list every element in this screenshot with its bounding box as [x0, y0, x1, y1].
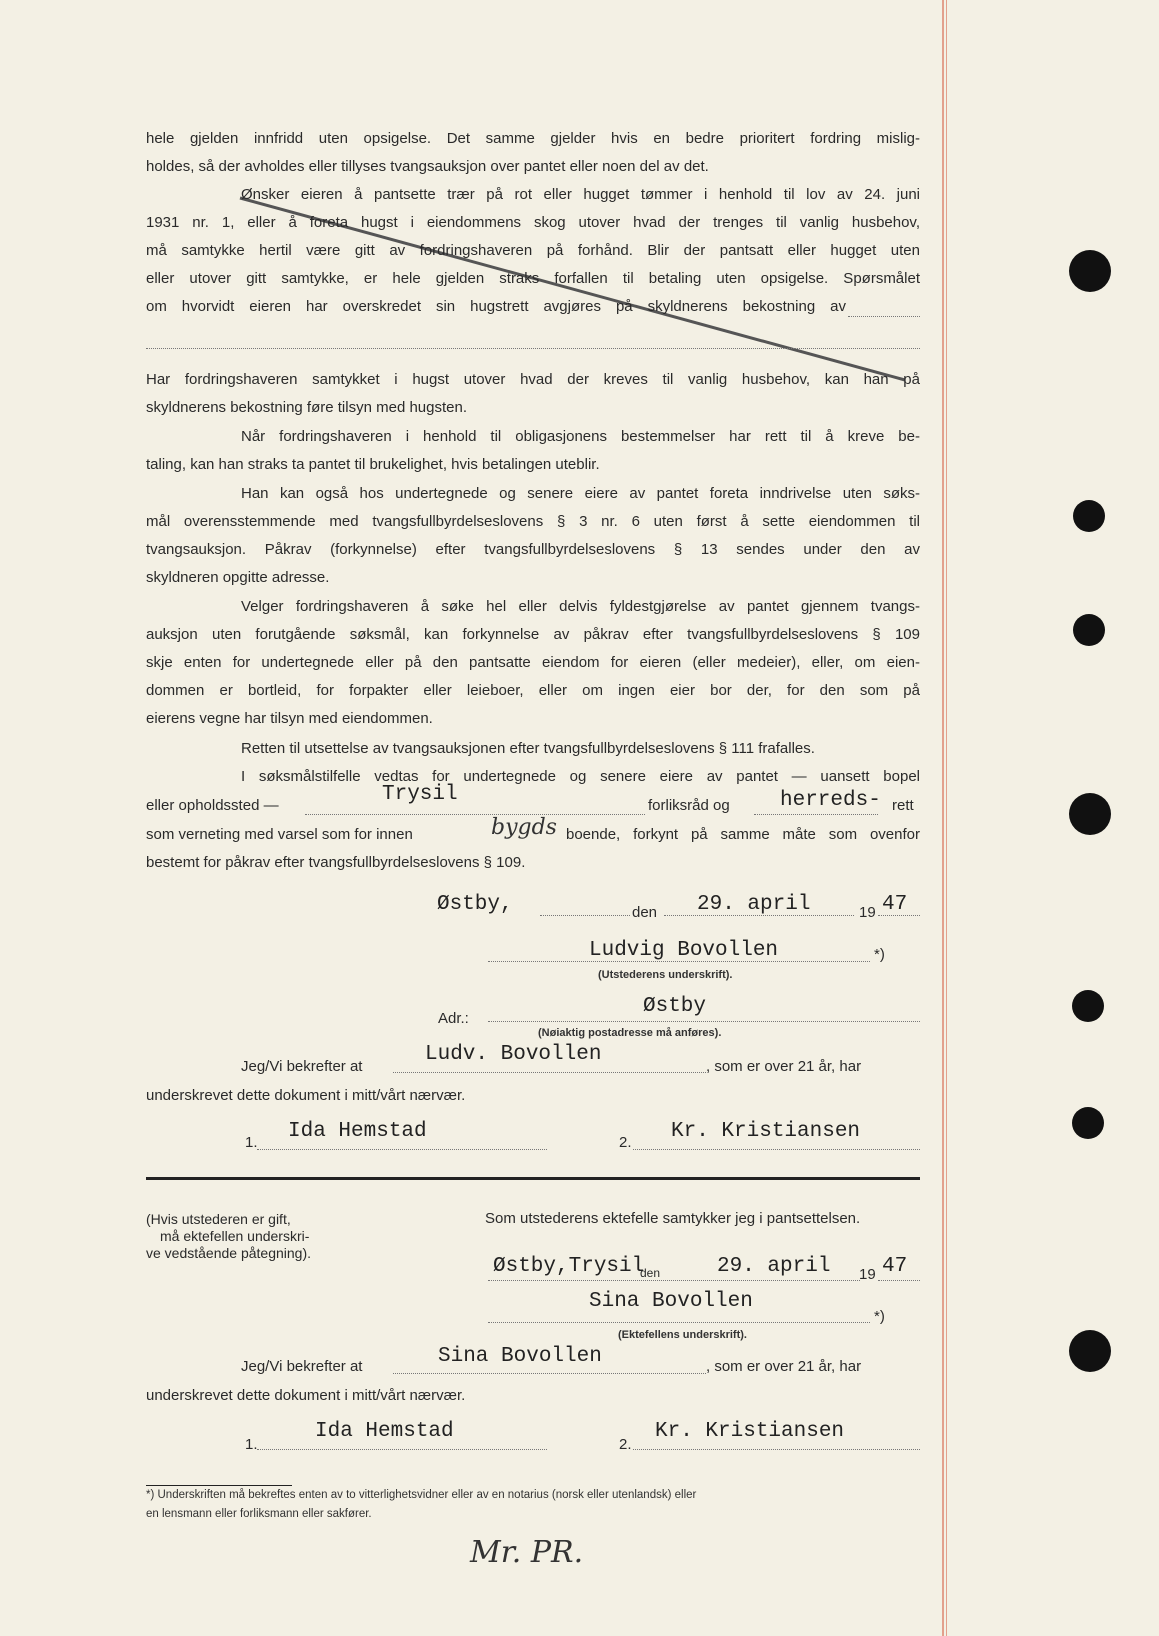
footnote-line: en lensmann eller forliksmann eller sakfører. — [146, 1508, 372, 1520]
spouse-witnessed-signer: Sina Bovollen — [438, 1345, 602, 1368]
bygds-handwritten: bygds — [491, 815, 557, 840]
body-line: 1931 nr. 1, eller å foreta hugst i eiendommens skog utover hvad der trenges til vanlig husbehov, — [146, 214, 920, 231]
body-line: må samtykke hertil være gitt av fordringshaveren på forhånd. Blir der pantsatt eller hugget uten — [146, 242, 920, 259]
body-line: som verneting med varsel som for innen — [146, 826, 413, 843]
blank-line — [146, 348, 920, 349]
blank-line — [305, 814, 645, 815]
body-line: eller opholdssted — — [146, 797, 279, 814]
body-line: dommen er bortleid, for forpakter eller leieboer, eller om ingen eier bor der, for den som på — [146, 682, 920, 699]
blank-line — [878, 1280, 920, 1281]
body-line: holdes, så der avholdes eller tillyses tvangsauksjon over pantet eller noen del av det. — [146, 158, 709, 175]
witness-number: 1. — [245, 1134, 258, 1151]
body-line: hele gjelden innfridd uten opsigelse. Det samme gjelder hvis en bedre prioritert fordring mislig- — [146, 130, 920, 147]
witness1-value: Ida Hemstad — [288, 1120, 427, 1143]
witness-line — [257, 1449, 547, 1450]
confirm-text: underskrevet dette dokument i mitt/vårt nærvær. — [146, 1387, 466, 1404]
spouse-witness2: Kr. Kristiansen — [655, 1420, 845, 1443]
body-line: boende, forkynt på samme måte som ovenfor — [566, 826, 920, 843]
witness-line — [633, 1149, 920, 1150]
spouse-den: den — [640, 1266, 661, 1280]
body-line: forliksråd og — [648, 797, 730, 814]
body-line: Har fordringshaveren samtykket i hugst utover hvad der kreves til vanlig husbehov, kan han på — [146, 371, 920, 388]
blank-line — [393, 1072, 706, 1073]
address-value: Østby — [643, 995, 707, 1018]
spouse-year: 47 — [882, 1255, 908, 1278]
year-prefix: 19 — [859, 904, 876, 921]
section-divider — [146, 1177, 920, 1180]
witness2-value: Kr. Kristiansen — [671, 1120, 861, 1143]
witness-number: 1. — [245, 1436, 258, 1453]
asterisk: *) — [874, 1308, 885, 1325]
body-line: Når fordringshaveren i henhold til obligasjonens bestemmelser har rett til å kreve be- — [241, 428, 920, 445]
address-line — [488, 1021, 920, 1022]
body-line: taling, kan han straks ta pantet til brukelighet, hvis betalingen uteblir. — [146, 456, 600, 473]
body-line: Retten til utsettelse av tvangsauksjonen efter tvangsfullbyrdelseslovens § 111 frafalles. — [241, 740, 815, 757]
forliksrad-value: Trysil — [382, 783, 458, 806]
postal-caption: (Nøiaktig postadresse må anføres). — [538, 1027, 722, 1039]
asterisk: *) — [874, 946, 885, 963]
body-line: tvangsauksjon. Påkrav (forkynnelse) efter tvangsfullbyrdelseslovens § 13 sendes under den av — [146, 541, 920, 558]
footnote-rule — [146, 1485, 292, 1486]
court-value: herreds- — [780, 789, 881, 812]
body-line: Han kan også hos undertegnede og senere eiere av pantet foreta inndrivelse uten søks- — [241, 485, 920, 502]
date-value: 29. april — [697, 893, 811, 916]
signature-caption: (Utstederens underskrift). — [598, 969, 733, 981]
body-line: rett — [892, 797, 914, 814]
body-line: skyldnerens bekostning føre tilsyn med hugsten. — [146, 399, 467, 416]
body-line: om hvorvidt eieren har overskredet sin hugstrett avgjøres på skyldnerens bekostning av — [146, 298, 846, 315]
body-line: eller utover gitt samtykke, er hele gjelden straks forfallen til betaling uten opsigelse. Spørsmålet — [146, 270, 920, 287]
year-value: 47 — [882, 893, 908, 916]
body-line: mål overensstemmende med tvangsfullbyrdelseslovens § 3 nr. 6 uten først å sette eiendommen til — [146, 513, 920, 530]
blank-line — [754, 814, 878, 815]
body-line: skyldneren opgitte adresse. — [146, 569, 330, 586]
body-line: eierens vegne har tilsyn med eiendommen. — [146, 710, 433, 727]
confirm-text: Jeg/Vi bekrefter at — [241, 1358, 363, 1375]
spouse-signer: Sina Bovollen — [589, 1290, 753, 1313]
witnessed-signer: Ludv. Bovollen — [425, 1043, 602, 1066]
confirm-text: , som er over 21 år, har — [706, 1358, 862, 1375]
body-line: Ønsker eieren å pantsette trær på rot eller hugget tømmer i henhold til lov av 24. juni — [241, 186, 920, 203]
confirm-text: , som er over 21 år, har — [706, 1058, 862, 1075]
adr-label: Adr.: — [438, 1010, 469, 1027]
witness-line — [257, 1149, 547, 1150]
spouse-note: må ektefellen underskri- — [160, 1228, 310, 1244]
spouse-note: (Hvis utstederen er gift, — [146, 1211, 291, 1227]
body-line: I søksmålstilfelle vedtas for undertegnede og senere eiere av pantet — uansett bopel — [241, 768, 920, 785]
body-line: bestemt for påkrav efter tvangsfullbyrdelseslovens § 109. — [146, 854, 526, 871]
spouse-consent: Som utstederens ektefelle samtykker jeg i pantsettelsen. — [485, 1210, 861, 1227]
body-line: Velger fordringshaveren å søke hel eller delvis fyldestgjørelse av pantet gjennem tvangs- — [241, 598, 920, 615]
blank-line — [540, 915, 630, 916]
spouse-date: 29. april — [717, 1255, 831, 1278]
confirm-text: underskrevet dette dokument i mitt/vårt nærvær. — [146, 1087, 466, 1104]
witness-number: 2. — [619, 1134, 632, 1151]
confirm-text: Jeg/Vi bekrefter at — [241, 1058, 363, 1075]
blank-line — [393, 1373, 706, 1374]
blank-line — [848, 316, 920, 317]
spouse-place: Østby,Trysil — [493, 1255, 645, 1278]
footnote-line: *) Underskriften må bekreftes enten av to vitterlighetsvidner eller av en notarius (norsk eller utenlandsk) eller — [146, 1489, 697, 1501]
body-line: auksjon uten forutgående søksmål, kan forkynnelse av påkrav efter tvangsfullbyrdelseslovens § 109 — [146, 626, 920, 643]
spouse-signature-caption: (Ektefellens underskrift). — [618, 1329, 747, 1341]
witness-line — [633, 1449, 920, 1450]
body-line: skje enten for undertegnede eller på den pantsatte eiendom for eieren (eller medeier), eller, om eien- — [146, 654, 920, 671]
spouse-note: ve vedstående påtegning). — [146, 1245, 312, 1261]
spouse-witness1: Ida Hemstad — [315, 1420, 454, 1443]
signer-value: Ludvig Bovollen — [589, 939, 779, 962]
margin-handwriting: Mr. PR. — [470, 1535, 584, 1570]
year-prefix: 19 — [859, 1266, 876, 1283]
witness-number: 2. — [619, 1436, 632, 1453]
signature-line — [488, 1322, 870, 1323]
blank-line — [488, 1280, 860, 1281]
place-value: Østby, — [437, 893, 513, 916]
den-label: den — [632, 904, 658, 921]
